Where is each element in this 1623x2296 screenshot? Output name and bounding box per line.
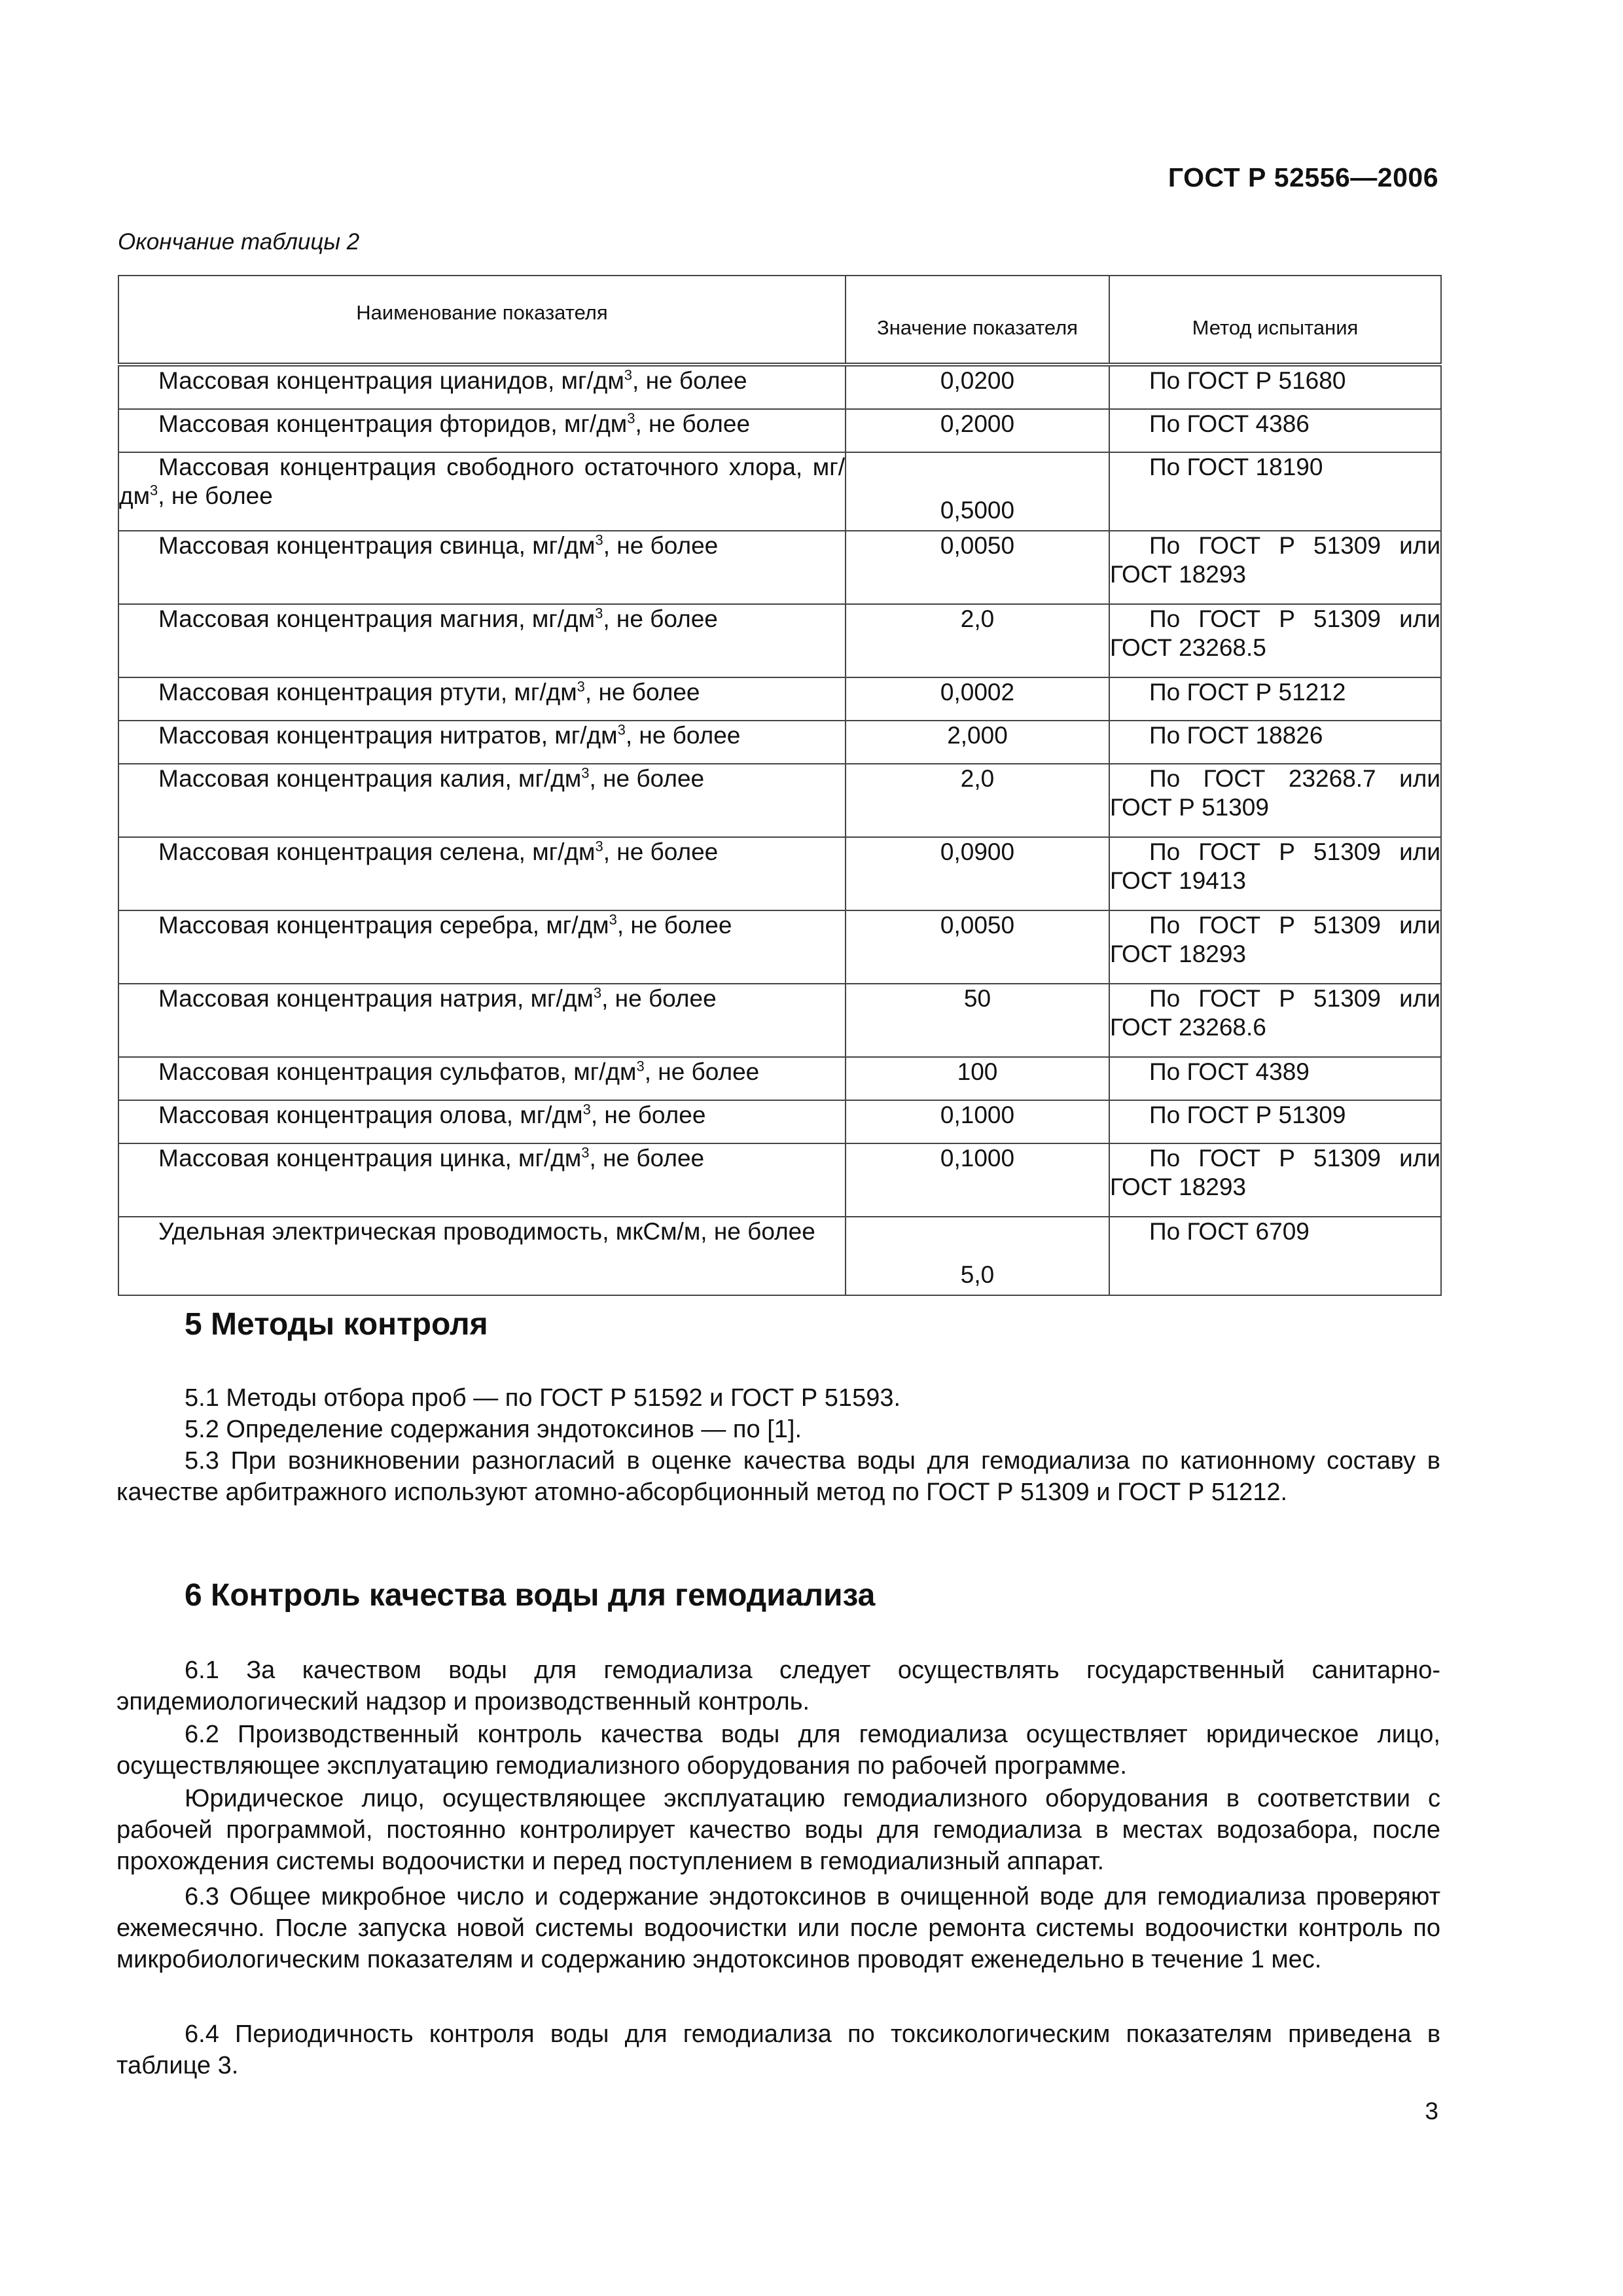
indicator-name: Массовая концентрация олова, $мг/дм^3$, не более	[118, 1100, 846, 1143]
indicator-name: Массовая концентрация нитратов, $мг/дм^3$, не более	[118, 721, 846, 764]
indicator-value: 0,0050	[846, 910, 1109, 984]
indicator-name: Массовая концентрация натрия, $мг/дм^3$, не более	[118, 984, 846, 1057]
table-row	[118, 531, 1441, 604]
test-method: По ГОСТ Р 51309 или ГОСТ 18293	[1109, 1143, 1441, 1217]
test-method: По ГОСТ Р 51309	[1109, 1100, 1441, 1143]
paragraph-6-3: 6.3 Общее микробное число и содержание эндотоксинов в очищенной воде для гемодиализа проверяют ежемесячно. После запуска новой системы водоочистки или после ремонта системы водоочистки контроль по микробиологическим показателям и содержанию эндотоксинов проводят еженедельно в течение 1 мес.	[116, 1883, 1440, 1973]
test-method: По ГОСТ Р 51680	[1109, 365, 1441, 409]
indicator-value: 0,0002	[846, 677, 1109, 721]
paragraph-5-1: 5.1 Методы отбора проб — по ГОСТ Р 51592 и ГОСТ Р 51593.	[185, 1384, 901, 1412]
indicator-value: 0,1000	[846, 1100, 1109, 1143]
table-header-row	[118, 276, 1441, 365]
paragraph-6-1: 6.1 За качеством воды для гемодиализа следует осуществлять государственный санитарно-эпидемиологический надзор и производственный контроль.	[116, 1657, 1440, 1715]
indicators-table	[118, 275, 1442, 1296]
indicator-value: 2,0	[846, 604, 1109, 677]
indicator-name: Массовая концентрация серебра, $мг/дм^3$, не более	[118, 910, 846, 984]
section-6-title: 6 Контроль качества воды для гемодиализа	[185, 1578, 876, 1613]
indicator-value: 100	[846, 1057, 1109, 1100]
paragraph-5-2: 5.2 Определение содержания эндотоксинов — по [1].	[185, 1416, 802, 1443]
table-row	[118, 677, 1441, 721]
column-header-value: Значение показателя	[846, 276, 1109, 365]
test-method: По ГОСТ 18190	[1109, 452, 1441, 531]
table-row	[118, 1057, 1441, 1100]
table-row	[118, 764, 1441, 837]
test-method: По ГОСТ Р 51309 или ГОСТ 19413	[1109, 837, 1441, 910]
table-row	[118, 1217, 1441, 1295]
indicator-value: 0,0900	[846, 837, 1109, 910]
page-number: 3	[1425, 2098, 1438, 2125]
indicator-value: 0,5000	[846, 452, 1109, 531]
test-method: По ГОСТ Р 51212	[1109, 677, 1441, 721]
indicator-name: Массовая концентрация цианидов, $мг/дм^3$, не более	[118, 365, 846, 409]
indicator-value: 5,0	[846, 1217, 1109, 1295]
indicator-value: 2,0	[846, 764, 1109, 837]
document-standard-number: ГОСТ Р 52556—2006	[1168, 162, 1438, 192]
table-row	[118, 1100, 1441, 1143]
indicator-name: Удельная электрическая проводимость, мкСм/м, не более	[118, 1217, 846, 1295]
paragraph-6-2-continued: Юридическое лицо, осуществляющее эксплуатацию гемодиализного оборудования в соответствии с рабочей программой, постоянно контролирует качество воды для гемодиализа в местах водозабора, после прохождения системы водоочистки и перед поступлением в гемодиализный аппарат.	[116, 1785, 1440, 1875]
table-caption: Окончание таблицы 2	[118, 229, 360, 255]
table-row	[118, 409, 1441, 452]
test-method: По ГОСТ 6709	[1109, 1217, 1441, 1295]
table-row	[118, 452, 1441, 531]
table-row	[118, 910, 1441, 984]
test-method: По ГОСТ Р 51309 или ГОСТ 18293	[1109, 910, 1441, 984]
column-header-name: Наименование показателя	[118, 276, 846, 365]
indicator-name: Массовая концентрация калия, $мг/дм^3$, не более	[118, 764, 846, 837]
paragraph-6-2: 6.2 Производственный контроль качества воды для гемодиализа осуществляет юридическое лицо, осуществляющее эксплуатацию гемодиализного оборудования по рабочей программе.	[116, 1721, 1440, 1780]
test-method: По ГОСТ Р 51309 или ГОСТ 23268.6	[1109, 984, 1441, 1057]
table-row	[118, 365, 1441, 409]
indicator-name: Массовая концентрация свинца, $мг/дм^3$, не более	[118, 531, 846, 604]
indicator-name: Массовая концентрация свободного остаточного хлора, $мг/дм^3$, не более	[118, 452, 846, 531]
indicator-name: Массовая концентрация селена, $мг/дм^3$, не более	[118, 837, 846, 910]
paragraph-6-4: 6.4 Периодичность контроля воды для гемодиализа по токсикологическим показателям приведена в таблице 3.	[116, 2020, 1440, 2079]
indicator-name: Массовая концентрация сульфатов, $мг/дм^3$, не более	[118, 1057, 846, 1100]
indicator-value: 0,0200	[846, 365, 1109, 409]
test-method: По ГОСТ Р 51309 или ГОСТ 23268.5	[1109, 604, 1441, 677]
indicator-name: Массовая концентрация ртути, $мг/дм^3$, не более	[118, 677, 846, 721]
test-method: По ГОСТ 4389	[1109, 1057, 1441, 1100]
test-method: По ГОСТ 23268.7 или ГОСТ Р 51309	[1109, 764, 1441, 837]
table-row	[118, 1143, 1441, 1217]
column-header-method: Метод испытания	[1109, 276, 1441, 365]
indicator-name: Массовая концентрация магния, $мг/дм^3$, не более	[118, 604, 846, 677]
table-row	[118, 984, 1441, 1057]
paragraph-5-3: 5.3 При возникновении разногласий в оценке качества воды для гемодиализа по катионному составу в качестве арбитражного используют атомно-абсорбционный метод по ГОСТ Р 51309 и ГОСТ Р 51212.	[116, 1447, 1440, 1506]
test-method: По ГОСТ Р 51309 или ГОСТ 18293	[1109, 531, 1441, 604]
indicator-name: Массовая концентрация фторидов, $мг/дм^3$, не более	[118, 409, 846, 452]
indicator-value: 0,0050	[846, 531, 1109, 604]
test-method: По ГОСТ 18826	[1109, 721, 1441, 764]
indicator-value: 0,1000	[846, 1143, 1109, 1217]
indicator-value: 0,2000	[846, 409, 1109, 452]
test-method: По ГОСТ 4386	[1109, 409, 1441, 452]
table-row	[118, 604, 1441, 677]
indicator-value: 50	[846, 984, 1109, 1057]
table-row	[118, 721, 1441, 764]
indicator-name: Массовая концентрация цинка, $мг/дм^3$, не более	[118, 1143, 846, 1217]
section-5-title: 5 Методы контроля	[185, 1307, 488, 1342]
table-row	[118, 837, 1441, 910]
indicator-value: 2,000	[846, 721, 1109, 764]
